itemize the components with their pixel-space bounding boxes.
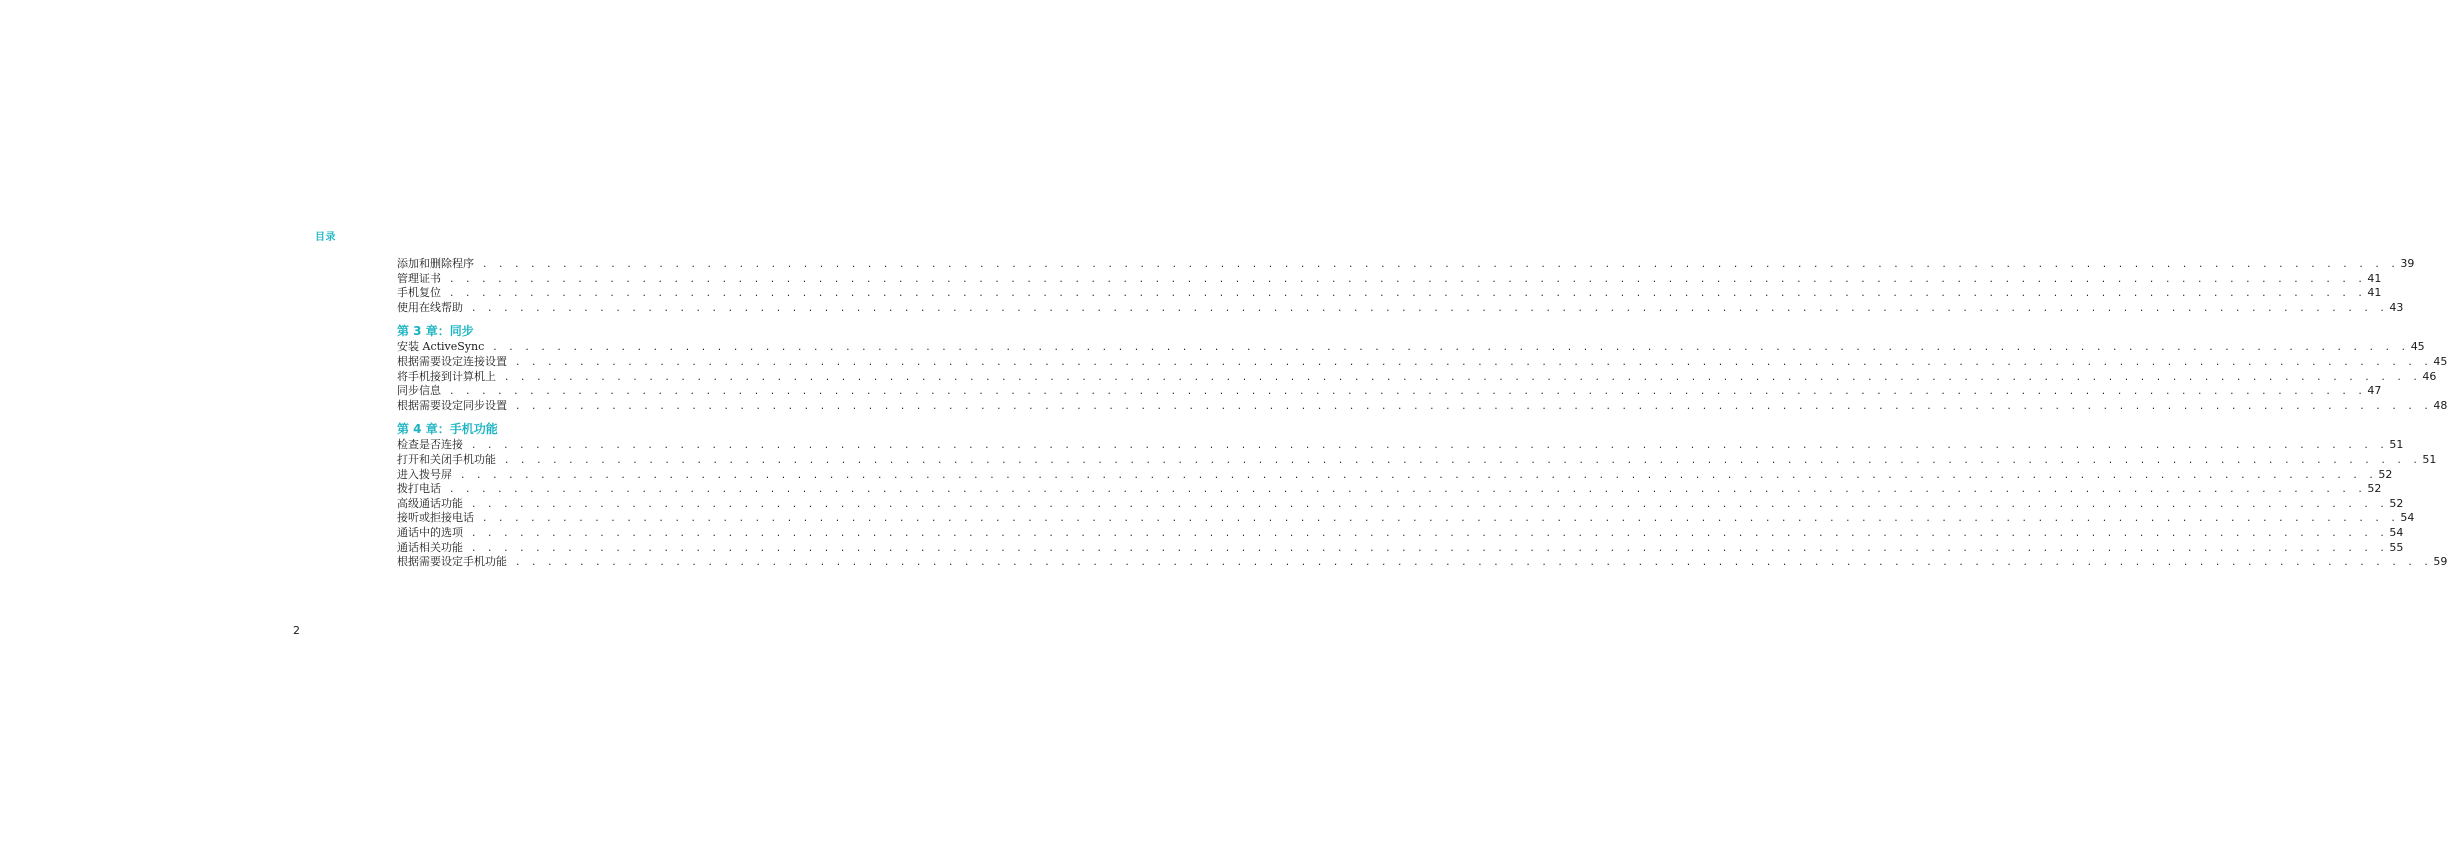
toc-entry-title: 通话相关功能 — [397, 540, 463, 554]
toc-entry[interactable] — [397, 398, 2447, 414]
toc-dot-leader: . . . . . . . . . . . . . . . . . . . . . . . . . . . . . . . . . . . . . . . . . . . . . . . . . . . . . . . . . . . . . . . . . . . . . . . . . . . . . . . . . . . . . . . . . . . . . . . . . . . . . . . . . . . . . . . . . . . . . . . . — [449, 485, 2366, 496]
table-of-contents — [397, 257, 2447, 570]
toc-entry-title: 根据需要设定手机功能 — [397, 555, 507, 569]
toc-entry-title: 安装 ActiveSync — [397, 340, 485, 354]
toc-dot-leader: . . . . . . . . . . . . . . . . . . . . . . . . . . . . . . . . . . . . . . . . . . . . . . . . . . . . . . . . . . . . . . . . . . . . . . . . . . . . . . . . . . . . . . . . . . . . . . . . . . . . . . . . . . . . . . . . . . . . . . . . — [515, 401, 2432, 412]
toc-entry-page: 59 — [2433, 555, 2447, 569]
toc-dot-leader: . . . . . . . . . . . . . . . . . . . . . . . . . . . . . . . . . . . . . . . . . . . . . . . . . . . . . . . . . . . . . . . . . . . . . . . . . . . . . . . . . . . . . . . . . . . . . . . . . . . . . . . . . . . . . . . . . . . . . . . . — [471, 528, 2388, 539]
toc-entry-page: 52 — [2367, 482, 2382, 496]
toc-entry-title: 高级通话功能 — [397, 496, 463, 510]
toc-dot-leader: . . . . . . . . . . . . . . . . . . . . . . . . . . . . . . . . . . . . . . . . . . . . . . . . . . . . . . . . . . . . . . . . . . . . . . . . . . . . . . . . . . . . . . . . . . . . . . . . . . . . . . . . . . . . . . . . . . . . . . . . — [471, 441, 2388, 452]
toc-entry[interactable] — [397, 452, 2437, 468]
toc-entry-title: 管理证书 — [397, 271, 441, 285]
toc-entry[interactable] — [397, 340, 2425, 355]
toc-entry-title: 将手机接到计算机上 — [397, 369, 496, 383]
toc-entry-page: 41 — [2367, 286, 2382, 300]
toc-entry-title: 根据需要设定连接设置 — [397, 354, 507, 368]
toc-entry-title: 通话中的选项 — [397, 525, 463, 539]
toc-entry-page: 54 — [2389, 525, 2404, 539]
toc-entry[interactable] — [397, 369, 2437, 385]
toc-dot-leader: . . . . . . . . . . . . . . . . . . . . . . . . . . . . . . . . . . . . . . . . . . . . . . . . . . . . . . . . . . . . . . . . . . . . . . . . . . . . . . . . . . . . . . . . . . . . . . . . . . . . . . . . . . . . . . . . . . . . . . . . — [460, 470, 2377, 481]
toc-entry[interactable] — [397, 286, 2382, 301]
toc-entry[interactable] — [397, 438, 2404, 453]
toc-entry-title: 使用在线帮助 — [397, 300, 463, 314]
toc-entry[interactable] — [397, 467, 2393, 483]
toc-entry-page: 51 — [2389, 438, 2404, 452]
toc-entry[interactable] — [397, 300, 2404, 316]
toc-dot-leader: . . . . . . . . . . . . . . . . . . . . . . . . . . . . . . . . . . . . . . . . . . . . . . . . . . . . . . . . . . . . . . . . . . . . . . . . . . . . . . . . . . . . . . . . . . . . . . . . . . . . . . . . . . . . . . . . . . . . . . . . — [482, 260, 2399, 270]
toc-entry-page: 52 — [2389, 496, 2404, 510]
toc-dot-leader: . . . . . . . . . . . . . . . . . . . . . . . . . . . . . . . . . . . . . . . . . . . . . . . . . . . . . . . . . . . . . . . . . . . . . . . . . . . . . . . . . . . . . . . . . . . . . . . . . . . . . . . . . . . . . . . . . . . . . . . . — [492, 343, 2409, 354]
toc-dot-leader: . . . . . . . . . . . . . . . . . . . . . . . . . . . . . . . . . . . . . . . . . . . . . . . . . . . . . . . . . . . . . . . . . . . . . . . . . . . . . . . . . . . . . . . . . . . . . . . . . . . . . . . . . . . . . . . . . . . . . . . . — [482, 514, 2399, 525]
toc-entry[interactable] — [397, 525, 2404, 541]
toc-entry-title: 同步信息 — [397, 384, 441, 398]
toc-entry[interactable] — [397, 555, 2447, 570]
toc-entry[interactable] — [397, 496, 2404, 512]
section-header-toc: 目录 — [315, 232, 336, 243]
chapter-heading: 第 3 章：同步 — [397, 324, 474, 339]
toc-dot-leader: . . . . . . . . . . . . . . . . . . . . . . . . . . . . . . . . . . . . . . . . . . . . . . . . . . . . . . . . . . . . . . . . . . . . . . . . . . . . . . . . . . . . . . . . . . . . . . . . . . . . . . . . . . . . . . . . . . . . . . . . — [504, 372, 2421, 383]
toc-entry[interactable] — [397, 257, 2415, 272]
toc-entry-title: 打开和关闭手机功能 — [397, 452, 496, 466]
toc-entry-page: 46 — [2422, 369, 2437, 383]
toc-dot-leader: . . . . . . . . . . . . . . . . . . . . . . . . . . . . . . . . . . . . . . . . . . . . . . . . . . . . . . . . . . . . . . . . . . . . . . . . . . . . . . . . . . . . . . . . . . . . . . . . . . . . . . . . . . . . . . . . . . . . . . . . — [449, 387, 2366, 398]
toc-entry[interactable] — [397, 482, 2382, 497]
toc-entry-page: 55 — [2389, 540, 2404, 554]
toc-entry-title: 接听或拒接电话 — [397, 511, 474, 525]
toc-dot-leader: . . . . . . . . . . . . . . . . . . . . . . . . . . . . . . . . . . . . . . . . . . . . . . . . . . . . . . . . . . . . . . . . . . . . . . . . . . . . . . . . . . . . . . . . . . . . . . . . . . . . . . . . . . . . . . . . . . . . . . . . — [515, 558, 2432, 569]
toc-entry-title: 手机复位 — [397, 286, 441, 300]
toc-entry[interactable] — [397, 271, 2382, 287]
toc-entry-page: 54 — [2400, 511, 2415, 525]
toc-entry[interactable] — [397, 354, 2447, 370]
toc-entry-title: 进入拨号屏 — [397, 467, 452, 481]
chapter-heading: 第 4 章：手机功能 — [397, 422, 498, 437]
toc-entry-page: 47 — [2367, 384, 2382, 398]
page-number: 2 — [293, 624, 300, 637]
toc-entry-page: 41 — [2367, 271, 2382, 285]
toc-entry-page: 45 — [2433, 354, 2447, 368]
toc-dot-leader: . . . . . . . . . . . . . . . . . . . . . . . . . . . . . . . . . . . . . . . . . . . . . . . . . . . . . . . . . . . . . . . . . . . . . . . . . . . . . . . . . . . . . . . . . . . . . . . . . . . . . . . . . . . . . . . . . . . . . . . . — [449, 274, 2366, 285]
toc-dot-leader: . . . . . . . . . . . . . . . . . . . . . . . . . . . . . . . . . . . . . . . . . . . . . . . . . . . . . . . . . . . . . . . . . . . . . . . . . . . . . . . . . . . . . . . . . . . . . . . . . . . . . . . . . . . . . . . . . . . . . . . . — [471, 499, 2388, 510]
toc-entry[interactable] — [397, 540, 2404, 556]
toc-dot-leader: . . . . . . . . . . . . . . . . . . . . . . . . . . . . . . . . . . . . . . . . . . . . . . . . . . . . . . . . . . . . . . . . . . . . . . . . . . . . . . . . . . . . . . . . . . . . . . . . . . . . . . . . . . . . . . . . . . . . . . . . — [471, 543, 2388, 554]
toc-entry-page: 45 — [2410, 340, 2425, 354]
toc-entry-title: 拨打电话 — [397, 482, 441, 496]
toc-dot-leader: . . . . . . . . . . . . . . . . . . . . . . . . . . . . . . . . . . . . . . . . . . . . . . . . . . . . . . . . . . . . . . . . . . . . . . . . . . . . . . . . . . . . . . . . . . . . . . . . . . . . . . . . . . . . . . . . . . . . . . . . — [449, 289, 2366, 300]
toc-dot-leader: . . . . . . . . . . . . . . . . . . . . . . . . . . . . . . . . . . . . . . . . . . . . . . . . . . . . . . . . . . . . . . . . . . . . . . . . . . . . . . . . . . . . . . . . . . . . . . . . . . . . . . . . . . . . . . . . . . . . . . . . — [504, 455, 2421, 466]
toc-entry-title: 根据需要设定同步设置 — [397, 398, 507, 412]
toc-entry-title: 添加和删除程序 — [397, 257, 474, 270]
toc-entry-page: 39 — [2400, 257, 2415, 270]
toc-entry-title: 检查是否连接 — [397, 438, 463, 452]
toc-entry[interactable] — [397, 511, 2415, 526]
toc-entry-page: 48 — [2433, 398, 2447, 412]
toc-dot-leader: . . . . . . . . . . . . . . . . . . . . . . . . . . . . . . . . . . . . . . . . . . . . . . . . . . . . . . . . . . . . . . . . . . . . . . . . . . . . . . . . . . . . . . . . . . . . . . . . . . . . . . . . . . . . . . . . . . . . . . . . — [515, 357, 2432, 368]
toc-entry-page: 52 — [2378, 467, 2393, 481]
toc-entry-page: 51 — [2422, 452, 2437, 466]
toc-entry-page: 43 — [2389, 300, 2404, 314]
toc-entry[interactable] — [397, 384, 2382, 399]
toc-dot-leader: . . . . . . . . . . . . . . . . . . . . . . . . . . . . . . . . . . . . . . . . . . . . . . . . . . . . . . . . . . . . . . . . . . . . . . . . . . . . . . . . . . . . . . . . . . . . . . . . . . . . . . . . . . . . . . . . . . . . . . . . — [471, 303, 2388, 314]
